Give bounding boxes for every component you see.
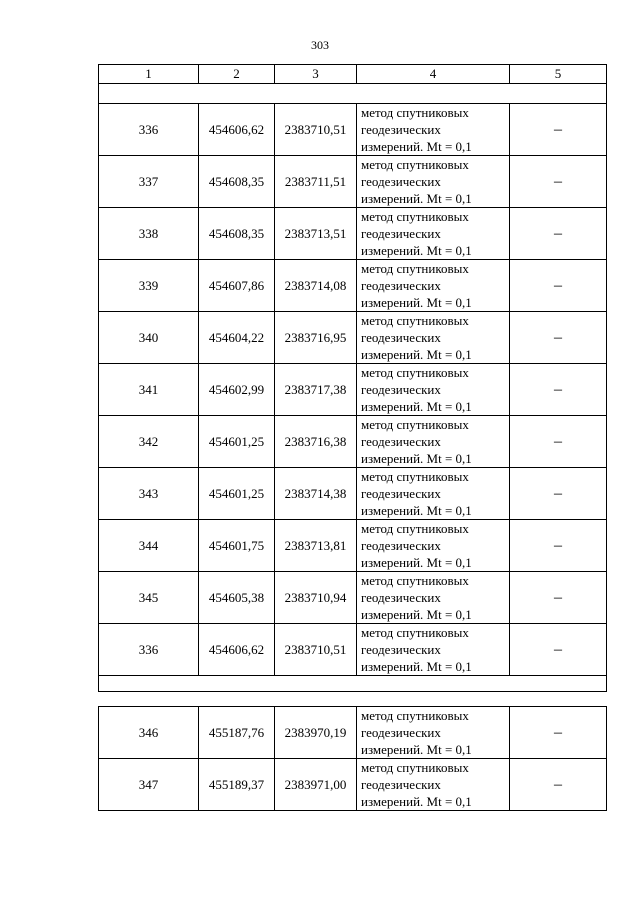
y-coordinate-cell: 2383710,51	[275, 104, 357, 156]
method-cell	[357, 312, 510, 364]
x-coordinate-cell: 454606,62	[199, 104, 275, 156]
note-cell: –	[510, 312, 607, 364]
point-number-cell: 336	[99, 104, 199, 156]
table-row	[99, 312, 607, 364]
header-cell-3: 3	[275, 65, 357, 84]
table-row	[99, 624, 607, 676]
point-number-cell: 343	[99, 468, 199, 520]
point-number-cell: 338	[99, 208, 199, 260]
method-cell	[357, 364, 510, 416]
y-coordinate-cell: 2383716,95	[275, 312, 357, 364]
y-coordinate-cell: 2383717,38	[275, 364, 357, 416]
method-text: метод спутниковых геодезических измерений. Mt = 0,1	[361, 625, 472, 674]
header-cell-5: 5	[510, 65, 607, 84]
x-coordinate-cell: 454607,86	[199, 260, 275, 312]
point-number-cell: 339	[99, 260, 199, 312]
point-number-cell: 345	[99, 572, 199, 624]
note-cell: –	[510, 364, 607, 416]
method-text: метод спутниковых геодезических измерений. Mt = 0,1	[361, 521, 472, 570]
method-cell	[357, 520, 510, 572]
point-number-cell: 347	[99, 759, 199, 811]
y-coordinate-cell: 2383710,51	[275, 624, 357, 676]
note-cell: –	[510, 759, 607, 811]
method-cell	[357, 104, 510, 156]
table-row	[99, 572, 607, 624]
note-cell: –	[510, 156, 607, 208]
y-coordinate-cell: 2383711,51	[275, 156, 357, 208]
table-row	[99, 260, 607, 312]
section-gap-cell	[99, 692, 607, 707]
y-coordinate-cell: 2383714,08	[275, 260, 357, 312]
header-row	[99, 65, 607, 84]
note-cell: –	[510, 624, 607, 676]
method-cell	[357, 260, 510, 312]
table-row	[99, 104, 607, 156]
section-separator-cell	[99, 676, 607, 692]
header-cell-4: 4	[357, 65, 510, 84]
method-cell	[357, 468, 510, 520]
x-coordinate-cell: 454608,35	[199, 208, 275, 260]
section-separator-row	[99, 676, 607, 692]
table-row	[99, 707, 607, 759]
method-text: метод спутниковых геодезических измерений. Mt = 0,1	[361, 708, 472, 757]
point-number-cell: 341	[99, 364, 199, 416]
x-coordinate-cell: 454601,75	[199, 520, 275, 572]
y-coordinate-cell: 2383971,00	[275, 759, 357, 811]
method-cell	[357, 208, 510, 260]
y-coordinate-cell: 2383970,19	[275, 707, 357, 759]
page-number: 303	[311, 38, 329, 52]
method-cell	[357, 572, 510, 624]
note-cell: –	[510, 260, 607, 312]
x-coordinate-cell: 454601,25	[199, 468, 275, 520]
x-coordinate-cell: 454606,62	[199, 624, 275, 676]
point-number-cell: 342	[99, 416, 199, 468]
method-cell	[357, 156, 510, 208]
coordinates-table	[98, 64, 607, 811]
note-cell: –	[510, 104, 607, 156]
x-coordinate-cell: 454602,99	[199, 364, 275, 416]
x-coordinate-cell: 455187,76	[199, 707, 275, 759]
x-coordinate-cell: 454608,35	[199, 156, 275, 208]
section-gap-row	[99, 692, 607, 707]
point-number-cell: 346	[99, 707, 199, 759]
note-cell: –	[510, 572, 607, 624]
point-number-cell: 337	[99, 156, 199, 208]
section-separator-cell	[99, 84, 607, 104]
x-coordinate-cell: 454604,22	[199, 312, 275, 364]
x-coordinate-cell: 454601,25	[199, 416, 275, 468]
method-text: метод спутниковых геодезических измерений. Mt = 0,1	[361, 157, 472, 206]
x-coordinate-cell: 455189,37	[199, 759, 275, 811]
method-text: метод спутниковых геодезических измерений. Mt = 0,1	[361, 209, 472, 258]
method-text: метод спутниковых геодезических измерений. Mt = 0,1	[361, 573, 472, 622]
table-row	[99, 759, 607, 811]
note-cell: –	[510, 468, 607, 520]
method-text: метод спутниковых геодезических измерений. Mt = 0,1	[361, 261, 472, 310]
method-text: метод спутниковых геодезических измерений. Mt = 0,1	[361, 417, 472, 466]
y-coordinate-cell: 2383714,38	[275, 468, 357, 520]
note-cell: –	[510, 208, 607, 260]
x-coordinate-cell: 454605,38	[199, 572, 275, 624]
method-cell	[357, 416, 510, 468]
method-text: метод спутниковых геодезических измерений. Mt = 0,1	[361, 105, 472, 154]
method-text: метод спутниковых геодезических измерений. Mt = 0,1	[361, 760, 472, 809]
method-cell	[357, 707, 510, 759]
table-row	[99, 520, 607, 572]
table-row	[99, 416, 607, 468]
point-number-cell: 344	[99, 520, 199, 572]
note-cell: –	[510, 707, 607, 759]
header-cell-2: 2	[199, 65, 275, 84]
note-cell: –	[510, 520, 607, 572]
table-row	[99, 468, 607, 520]
point-number-cell: 336	[99, 624, 199, 676]
method-text: метод спутниковых геодезических измерений. Mt = 0,1	[361, 365, 472, 414]
y-coordinate-cell: 2383716,38	[275, 416, 357, 468]
method-text: метод спутниковых геодезических измерений. Mt = 0,1	[361, 313, 472, 362]
section-separator-row	[99, 84, 607, 104]
point-number-cell: 340	[99, 312, 199, 364]
table-row	[99, 364, 607, 416]
note-cell: –	[510, 416, 607, 468]
method-cell	[357, 624, 510, 676]
table-row	[99, 208, 607, 260]
method-text: метод спутниковых геодезических измерений. Mt = 0,1	[361, 469, 472, 518]
method-cell	[357, 759, 510, 811]
y-coordinate-cell: 2383713,81	[275, 520, 357, 572]
y-coordinate-cell: 2383713,51	[275, 208, 357, 260]
header-cell-1: 1	[99, 65, 199, 84]
table-row	[99, 156, 607, 208]
y-coordinate-cell: 2383710,94	[275, 572, 357, 624]
